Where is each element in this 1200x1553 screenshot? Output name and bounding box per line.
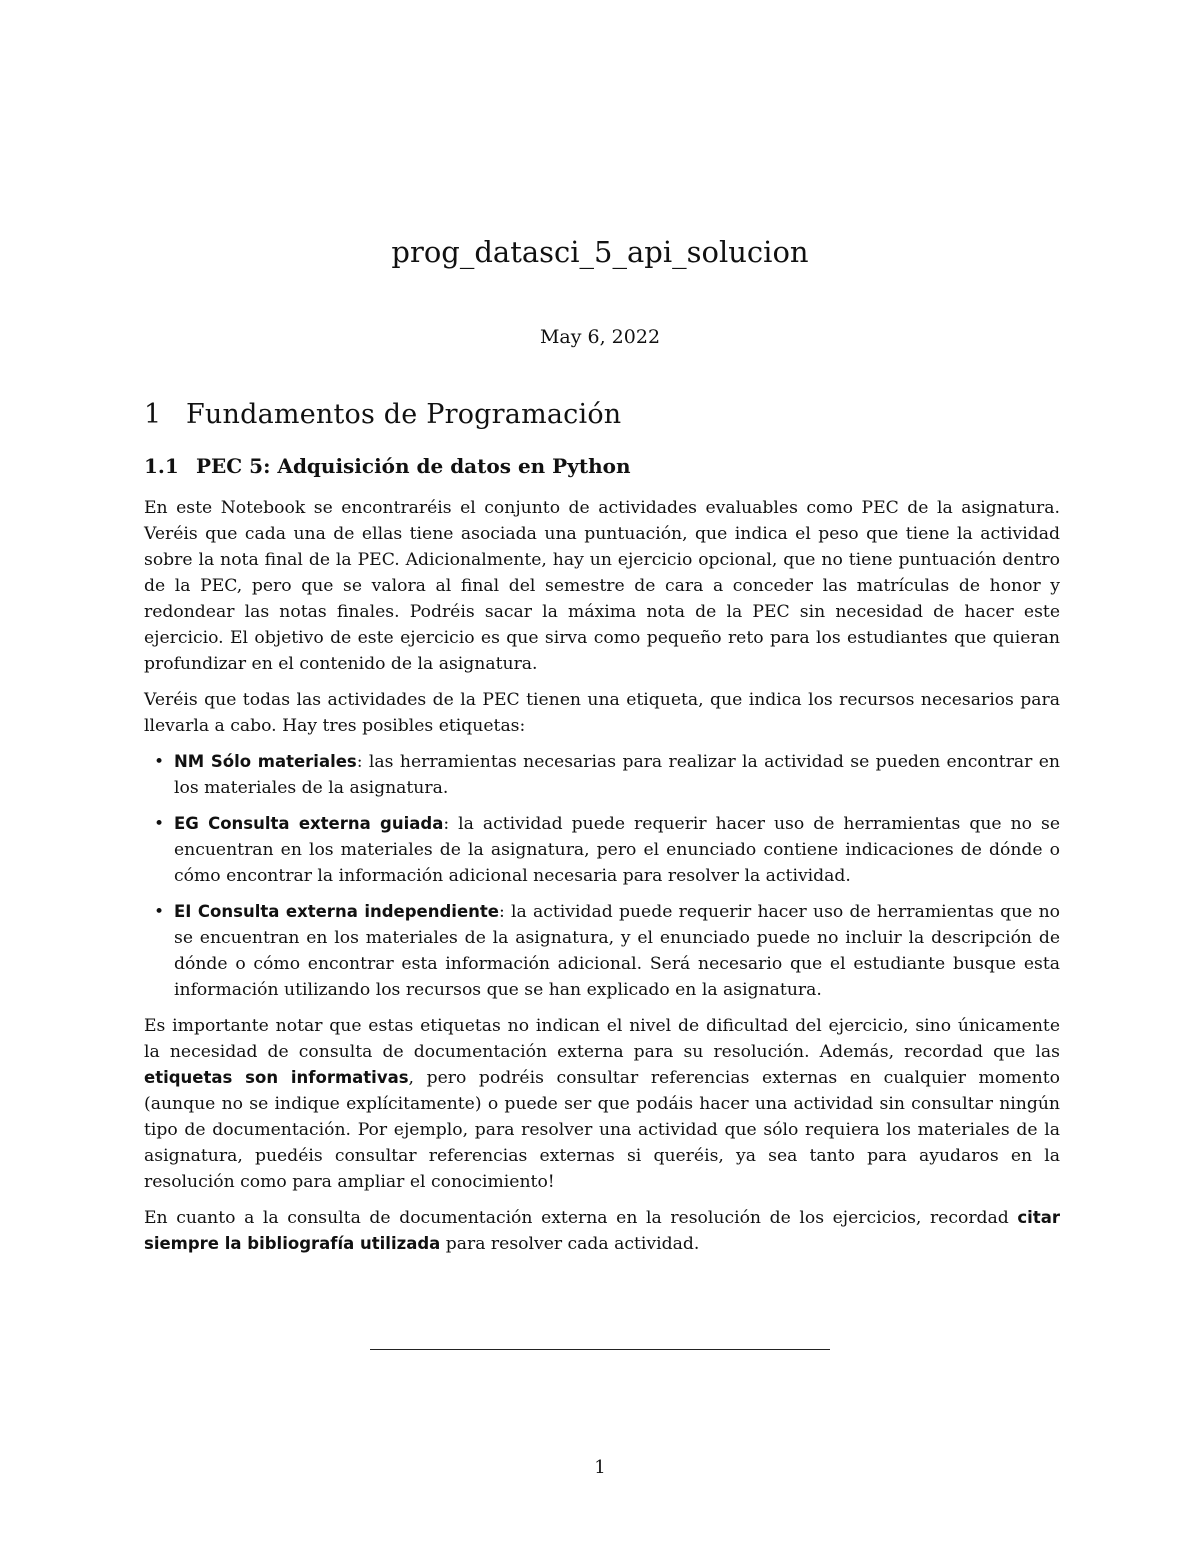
labels-intro-paragraph: Veréis que todas las actividades de la PEC tienen una etiqueta, que indica los recursos necesarios para llevarla a cabo. Hay tres posibles etiquetas: (144, 690, 1060, 736)
list-item (154, 899, 1060, 1003)
labels-note-paragraph (144, 1013, 1060, 1195)
section-title: Fundamentos de Programación (186, 399, 622, 430)
labels-list (144, 749, 1060, 1003)
horizontal-rule (370, 1349, 830, 1350)
label-term-eg: EG Consulta externa guiada (174, 814, 444, 833)
label-desc-ei: : la actividad puede requerir hacer uso de herramientas que no se encuentran en los materiales de la asignatura, y el enunciado puede no incluir la descripción de dónde o cómo encontrar esta información adicional. Será necesario que el estudiante busque esta información utilizando los recursos que se han explicado en la asignatura. (174, 902, 1060, 1000)
section-number: 1 (144, 399, 162, 430)
label-term-ei: EI Consulta externa independiente (174, 902, 499, 921)
label-desc-eg: : la actividad puede requerir hacer uso de herramientas que no se encuentran en los materiales de la asignatura, pero el enunciado contiene indicaciones de dónde o cómo encontrar la información adicional necesaria para resolver la actividad. (174, 814, 1060, 886)
section-heading (144, 395, 1060, 435)
bullet-icon: • (154, 752, 165, 772)
note-text-after: , pero podréis consultar referencias externas en cualquier momento (aunque no se indique explícitamente) o puede ser que podáis hacer una actividad sin consultar ningún tipo de documentación. Por ejemplo, para resolver una actividad que sólo requiera los materiales de la asignatura, puedéis consultar referencias externas si queréis, ya sea tanto para ayudaros en la resolución como para ampliar el conocimiento! (144, 1068, 1060, 1192)
list-item (154, 811, 1060, 889)
bullet-icon: • (154, 902, 165, 922)
list-item (154, 749, 1060, 801)
citation-bold-text: citar siempre la bibliografía utilizada (144, 1208, 1060, 1253)
citation-text-after: para resolver cada actividad. (440, 1234, 700, 1254)
document-title: prog_datasci_5_api_solucion (391, 235, 809, 269)
label-term-nm: NM Sólo materiales (174, 752, 357, 771)
subsection-title: PEC 5: Adquisición de datos en Python (196, 454, 631, 478)
document-body (144, 395, 1060, 1267)
note-text-before: Es importante notar que estas etiquetas no indican el nivel de dificultad del ejercicio, sino únicamente la necesidad de consulta de documentación externa para su resolución. Además, recordad que las (144, 1016, 1060, 1062)
intro-paragraph: En este Notebook se encontraréis el conjunto de actividades evaluables como PEC de la asignatura. Veréis que cada una de ellas tiene asociada una puntuación, que indica el peso que tiene la actividad sobre la nota final de la PEC. Adicionalmente, hay un ejercicio opcional, que no tiene puntuación dentro de la PEC, pero que se valora al final del semestre de cara a conceder las matrículas de honor y redondear las notas finales. Podréis sacar la máxima nota de la PEC sin necesidad de hacer este ejercicio. El objetivo de este ejercicio es que sirva como pequeño reto para los estudiantes que quieran profundizar en el contenido de la asignatura. (144, 498, 1060, 674)
page-number: 1 (594, 1457, 606, 1478)
document-date: May 6, 2022 (539, 326, 661, 348)
subsection-heading (144, 451, 1060, 481)
note-bold-text: etiquetas son informativas (144, 1068, 409, 1087)
citation-text-before: En cuanto a la consulta de documentación externa en la resolución de los ejercicios, recordad (144, 1208, 1018, 1228)
citation-paragraph (144, 1205, 1060, 1257)
subsection-number: 1.1 (144, 454, 179, 478)
label-desc-nm: : las herramientas necesarias para realizar la actividad se pueden encontrar en los materiales de la asignatura. (174, 752, 1060, 798)
bullet-icon: • (154, 814, 165, 834)
